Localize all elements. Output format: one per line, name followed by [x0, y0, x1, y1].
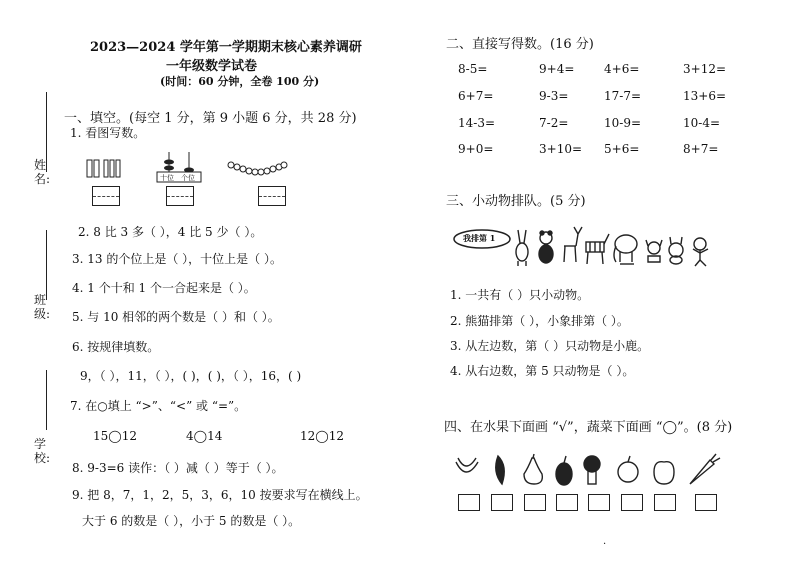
exam-title: 2023—2024 学年第一学期期末核心素养调研 [90, 40, 362, 55]
section1-q9: 9. 把 8，7，1，2，5，3，6，10 按要求写在横线上。 [72, 488, 368, 502]
class-line [46, 230, 47, 300]
section1-q2: 2. 8 比 3 多（ ），4 比 5 少（ ）。 [78, 225, 263, 239]
calc-item: 13+6= [683, 89, 727, 103]
answer-box-carrot[interactable] [695, 494, 717, 511]
answer-box-1[interactable] [92, 186, 120, 206]
pear-icon [524, 454, 542, 484]
calc-item: 9-3= [539, 89, 569, 103]
calc-item: 6+7= [458, 89, 494, 103]
queue-banner-text: 我排第 1 [463, 233, 496, 243]
calc-item: 7-2= [539, 116, 569, 130]
section1-q6-sequence: 9，（ ），11，（ ），( )，( )，（ ），16，( ) [80, 369, 302, 383]
section1-q1: 1. 看图写数。 [70, 126, 146, 140]
section1-q4: 4. 1 个十和 1 个一合起来是（ ）。 [72, 281, 256, 295]
apple-icon [618, 456, 638, 482]
compare-item-3: 12◯12 [300, 429, 344, 443]
section2-heading: 二、直接写得数。(16 分) [446, 37, 594, 52]
calc-item: 14-3= [458, 116, 496, 130]
section1-q9-line: 大于 6 的数是（ ），小于 5 的数是（ ）。 [82, 514, 301, 528]
bead-string-figure [226, 160, 288, 176]
school-label: 学校: [34, 437, 51, 465]
elephant-icon [614, 235, 637, 264]
pepper-icon [496, 456, 505, 484]
abacus-ones-label: 个位 [181, 174, 195, 182]
calc-item: 4+6= [604, 62, 640, 76]
calc-item: 10-9= [604, 116, 642, 130]
deer-icon [564, 227, 582, 262]
compare-item-2: 4◯14 [186, 429, 223, 443]
answer-box-banana[interactable] [458, 494, 480, 511]
school-line [46, 370, 47, 430]
compare-item-1: 15◯12 [93, 429, 137, 443]
section3-q4: 4. 从右边数，第 5 只动物是（ ）。 [450, 364, 635, 378]
rabbit-icon [516, 230, 528, 266]
broccoli-icon [584, 456, 600, 484]
calc-item: 17-7= [604, 89, 642, 103]
dog-icon [646, 240, 662, 262]
section4-heading: 四、在水果下面画 “√”，蔬菜下面画 “◯”。(8 分) [444, 420, 733, 435]
calc-item: 3+12= [683, 62, 727, 76]
animal-queue [512, 222, 717, 270]
page-mark: . [603, 536, 607, 547]
class-label: 班级: [34, 293, 51, 321]
answer-box-eggplant[interactable] [556, 494, 578, 511]
exam-info: (时间：60 分钟，全卷 100 分) [160, 75, 320, 88]
answer-box-peach[interactable] [654, 494, 676, 511]
section1-q7: 7. 在○填上 “>”、“<” 或 “=”。 [70, 399, 247, 413]
calc-item: 9+4= [539, 62, 575, 76]
eggplant-icon [556, 456, 572, 485]
answer-box-apple[interactable] [621, 494, 643, 511]
section3-q3: 3. 从左边数，第（ ）只动物是小鹿。 [450, 339, 650, 353]
banana-icon [456, 458, 478, 472]
cat-icon [669, 237, 683, 264]
section1-q3: 3. 13 的个位上是（ ），十位上是（ ）。 [72, 252, 282, 266]
answer-box-pear[interactable] [524, 494, 546, 511]
zebra-icon [586, 234, 609, 264]
calc-item: 5+6= [604, 142, 640, 156]
answer-box-3[interactable] [258, 186, 286, 206]
produce-row [452, 452, 722, 488]
section3-heading: 三、小动物排队。(5 分) [446, 194, 586, 209]
calc-item: 9+0= [458, 142, 494, 156]
answer-box-broccoli[interactable] [588, 494, 610, 511]
section1-heading: 一、填空。(每空 1 分，第 9 小题 6 分，共 28 分) [64, 111, 357, 126]
answer-box-2[interactable] [166, 186, 194, 206]
panda-icon [539, 231, 553, 263]
answer-box-pepper[interactable] [491, 494, 513, 511]
calc-item: 8+7= [683, 142, 719, 156]
section3-q1: 1. 一共有（ ）只小动物。 [450, 288, 590, 302]
section1-q6: 6. 按规律填数。 [72, 340, 160, 354]
calc-item: 3+10= [539, 142, 583, 156]
carrot-icon [690, 454, 720, 484]
number-cards-figure [84, 157, 124, 179]
section1-q5: 5. 与 10 相邻的两个数是（ ）和（ ）。 [72, 310, 280, 324]
exam-subtitle: 一年级数学试卷 [166, 59, 258, 74]
peach-icon [654, 462, 674, 484]
abacus-tens-label: 十位 [160, 174, 174, 182]
name-label: 姓名: [34, 158, 51, 186]
section3-q2: 2. 熊猫排第（ ），小象排第（ ）。 [450, 314, 629, 328]
calc-item: 8-5= [458, 62, 488, 76]
calc-item: 10-4= [683, 116, 721, 130]
section1-q8: 8. 9-3=6 读作：（ ）减（ ）等于（ ）。 [72, 461, 284, 475]
monkey-icon [693, 238, 708, 266]
